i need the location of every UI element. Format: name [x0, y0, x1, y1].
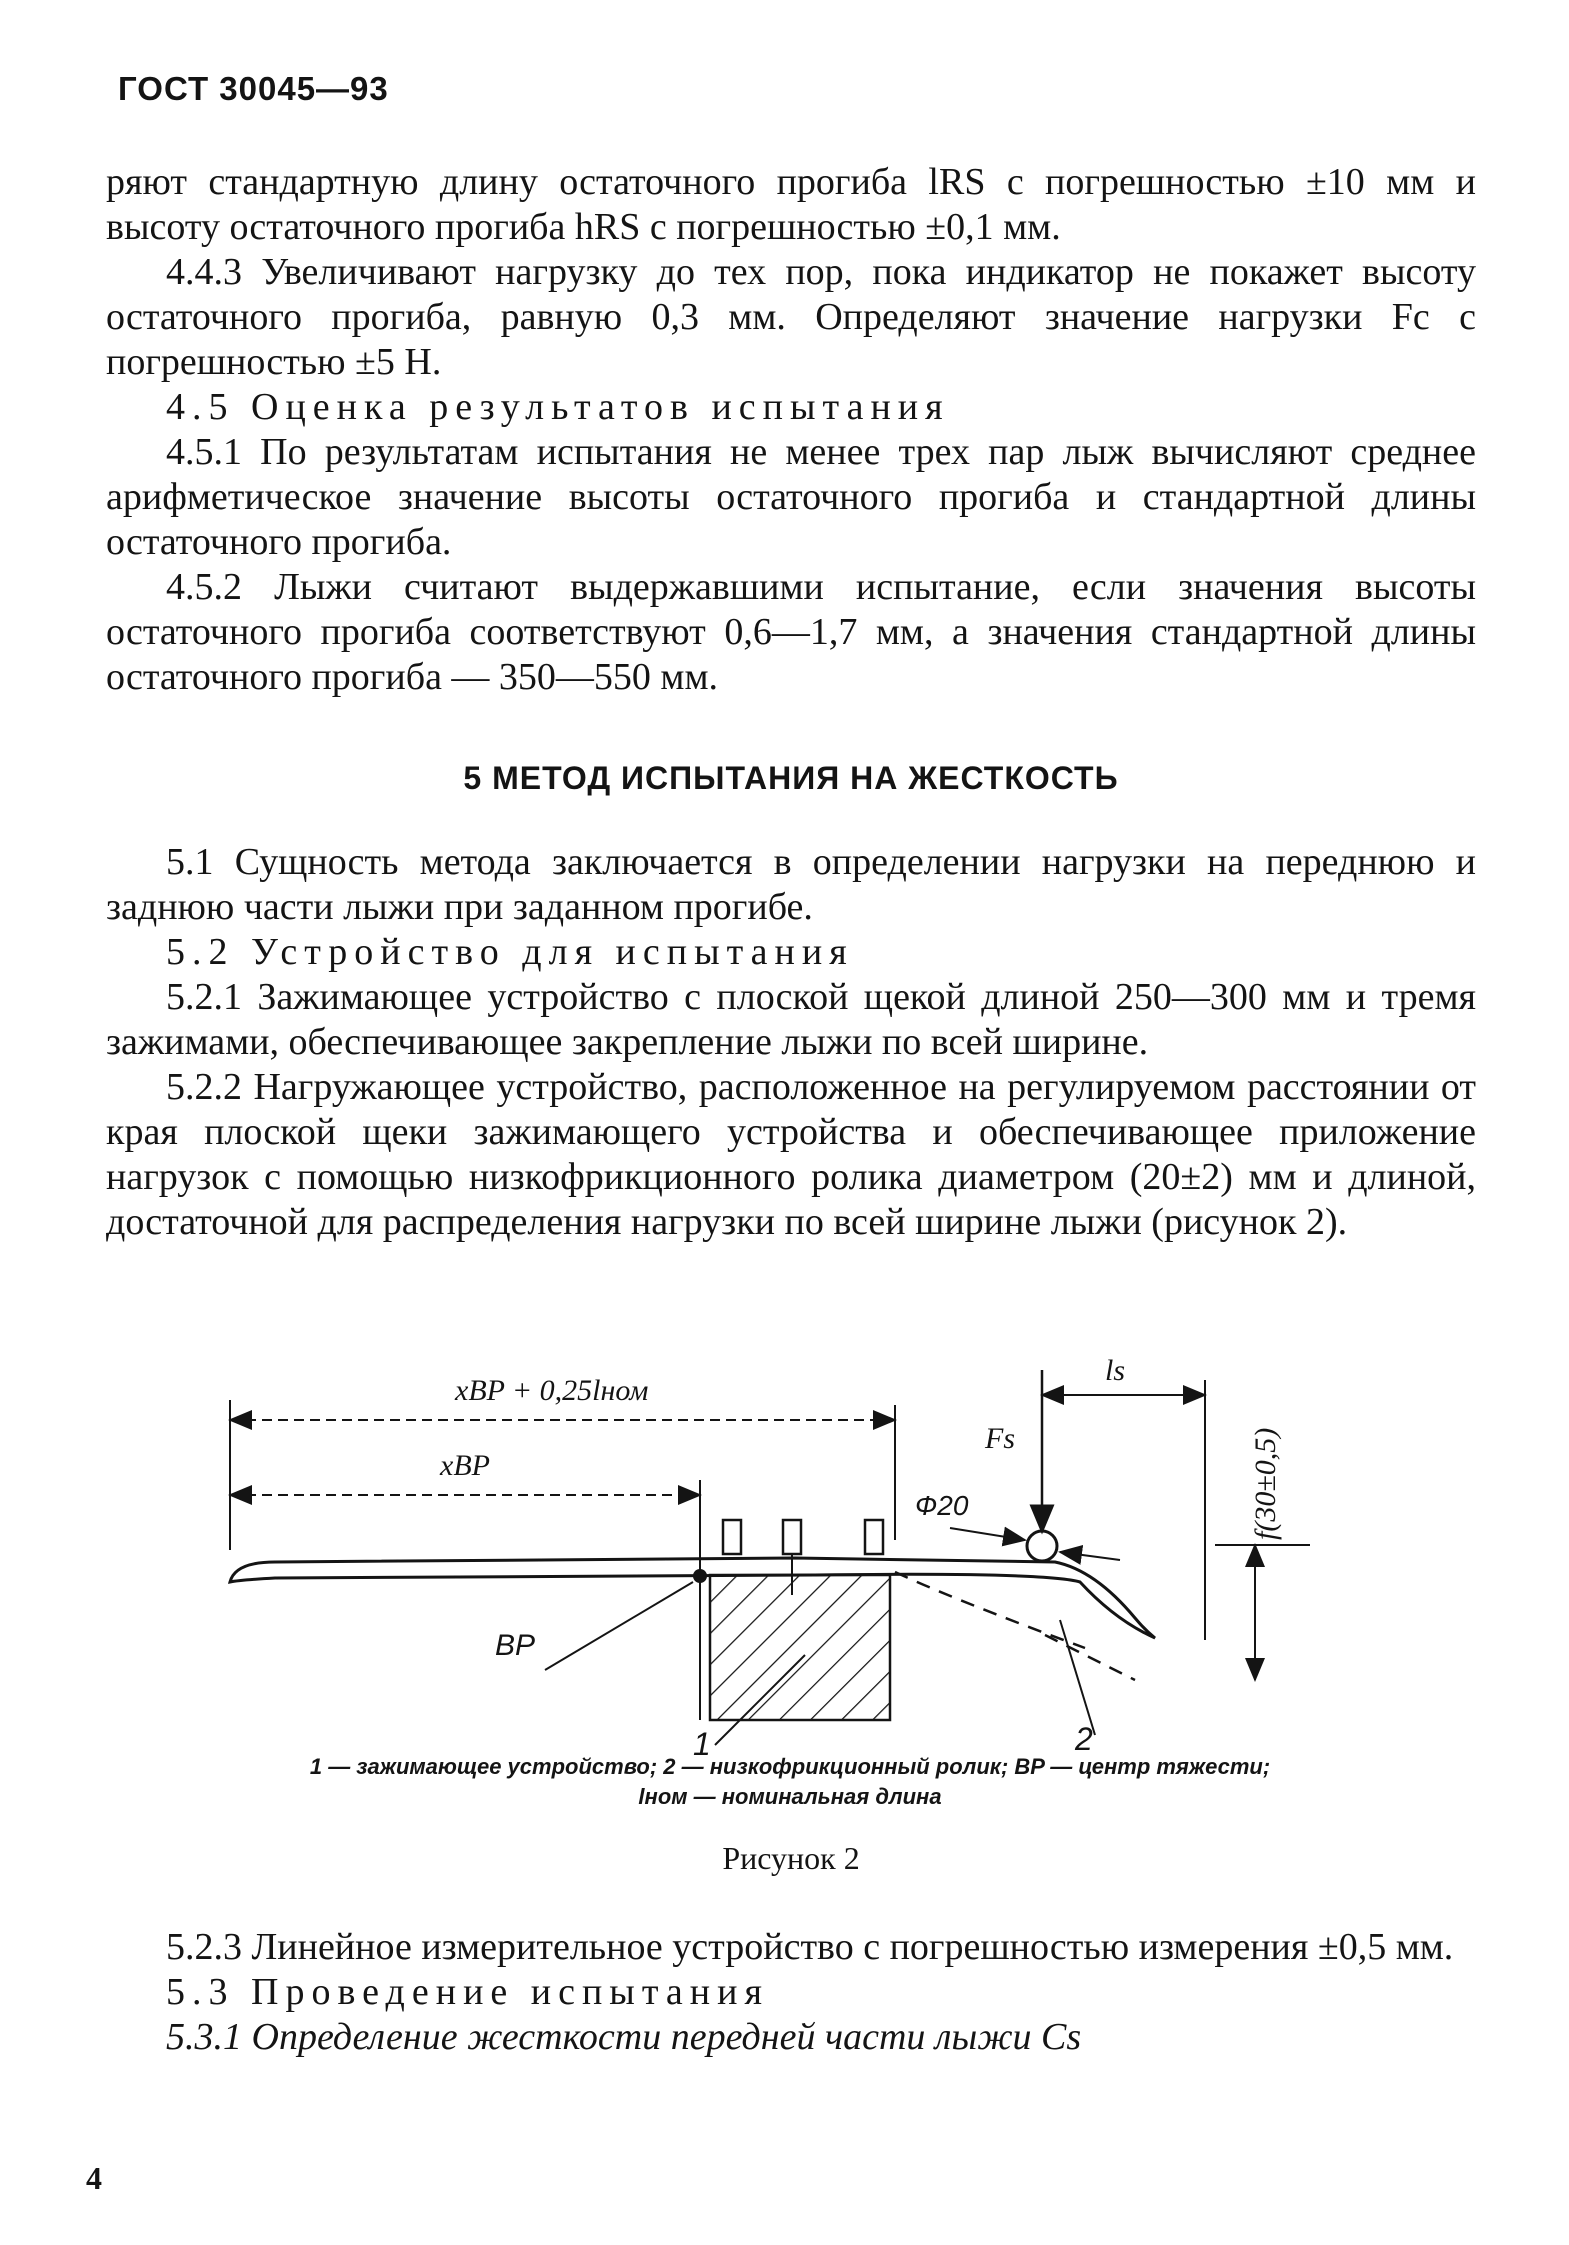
caption-line-2: lном — номинальная длина — [638, 1784, 942, 1809]
label-2: 2 — [1075, 1721, 1093, 1757]
paragraph-5-2-1: 5.2.1 Зажимающее устройство с плоской щекой длиной 250—300 мм и тремя зажимами, обеспечивающее закрепление лыжи по всей ширине. — [106, 976, 1476, 1063]
paragraph-5-3-1: 5.3.1 Определение жесткости передней части лыжи Cs — [166, 2016, 1082, 2058]
caption-line-1: 1 — зажимающее устройство; 2 — низкофрикционный ролик; BP — центр тяжести; — [309, 1754, 1271, 1779]
figure-title: Рисунок 2 — [722, 1840, 860, 1876]
label-height: f(30±0,5) — [1249, 1427, 1282, 1540]
text-block-continuation — [106, 160, 1476, 700]
label-xbp-plus: xBP + 0,25lном — [455, 1374, 649, 1407]
label-2-leader — [1060, 1620, 1095, 1735]
paragraph-continuation: ряют стандартную длину остаточного прогиба lRS с погрешностью ±10 мм и высоту остаточного прогиба hRS с погрешностью ±0,1 мм. — [106, 161, 1476, 248]
phi-arrow-right — [1060, 1552, 1120, 1560]
label-xbp: xBP — [440, 1449, 490, 1482]
label-ls: ls — [1105, 1354, 1126, 1387]
figure-caption — [130, 1752, 1450, 1812]
clamp-3 — [865, 1520, 883, 1554]
page-number: 4 — [86, 2160, 102, 2196]
paragraph-5-2-2: 5.2.2 Нагружающее устройство, расположенное на регулируемом расстоянии от края плоской щеки зажимающего устройства и обеспечивающее приложение нагрузок с помощью низкофрикционного ролика диаметром (20±2) мм и длиной, достаточной для распределения нагрузки по всей ширине лыжи (рисунок 2). — [106, 1066, 1476, 1243]
bp-point — [693, 1569, 707, 1583]
subsection-heading-5-2: 5.2 Устройство для испытания — [166, 931, 854, 973]
paragraph-4-5-2: 4.5.2 Лыжи считают выдержавшими испытание, если значения высоты остаточного прогиба соответствуют 0,6—1,7 мм, а значения стандартной длины остаточного прогиба — 350—550 мм. — [106, 566, 1476, 698]
section-title: 5 МЕТОД ИСПЫТАНИЯ НА ЖЕСТКОСТЬ — [463, 760, 1119, 796]
paragraph-5-1: 5.1 Сущность метода заключается в определении нагрузки на переднюю и заднюю части лыжи при заданном прогибе. — [106, 841, 1476, 928]
clamp-2 — [783, 1520, 801, 1554]
deflection-dashed-ext — [1045, 1635, 1135, 1680]
paragraph-4-5-1: 4.5.1 По результатам испытания не менее трех пар лыж вычисляют среднее арифметическое значение высоты остаточного прогиба и стандартной длины остаточного прогиба. — [106, 431, 1476, 563]
bp-leader — [545, 1582, 693, 1670]
label-phi20: Ф20 — [915, 1490, 969, 1521]
roller — [1027, 1531, 1057, 1561]
ski-outline — [230, 1558, 1155, 1638]
text-block-section-5 — [106, 840, 1476, 1245]
clamp-block — [710, 1575, 890, 1720]
document-header: ГОСТ 30045—93 — [118, 70, 389, 107]
subsection-heading-4-5: 4.5 Оценка результатов испытания — [166, 386, 950, 428]
paragraph-4-4-3: 4.4.3 Увеличивают нагрузку до тех пор, пока индикатор не покажет высоту остаточного прогиба, равную 0,3 мм. Определяют значение нагрузки Fc с погрешностью ±5 Н. — [106, 251, 1476, 383]
clamp-1 — [723, 1520, 741, 1554]
paragraph-5-2-3: 5.2.3 Линейное измерительное устройство с погрешностью измерения ±0,5 мм. — [166, 1926, 1454, 1968]
deflection-dashed-line — [895, 1572, 1085, 1648]
phi-arrow-left — [950, 1528, 1025, 1540]
subsection-heading-5-3: 5.3 Проведение испытания — [166, 1971, 769, 2013]
label-bp: BP — [495, 1629, 536, 1662]
label-1: 1 — [693, 1726, 711, 1762]
text-block-5-2-3 — [106, 1925, 1476, 2060]
label-fs: Fs — [985, 1422, 1015, 1455]
figure-2-diagram — [215, 1350, 1385, 1770]
